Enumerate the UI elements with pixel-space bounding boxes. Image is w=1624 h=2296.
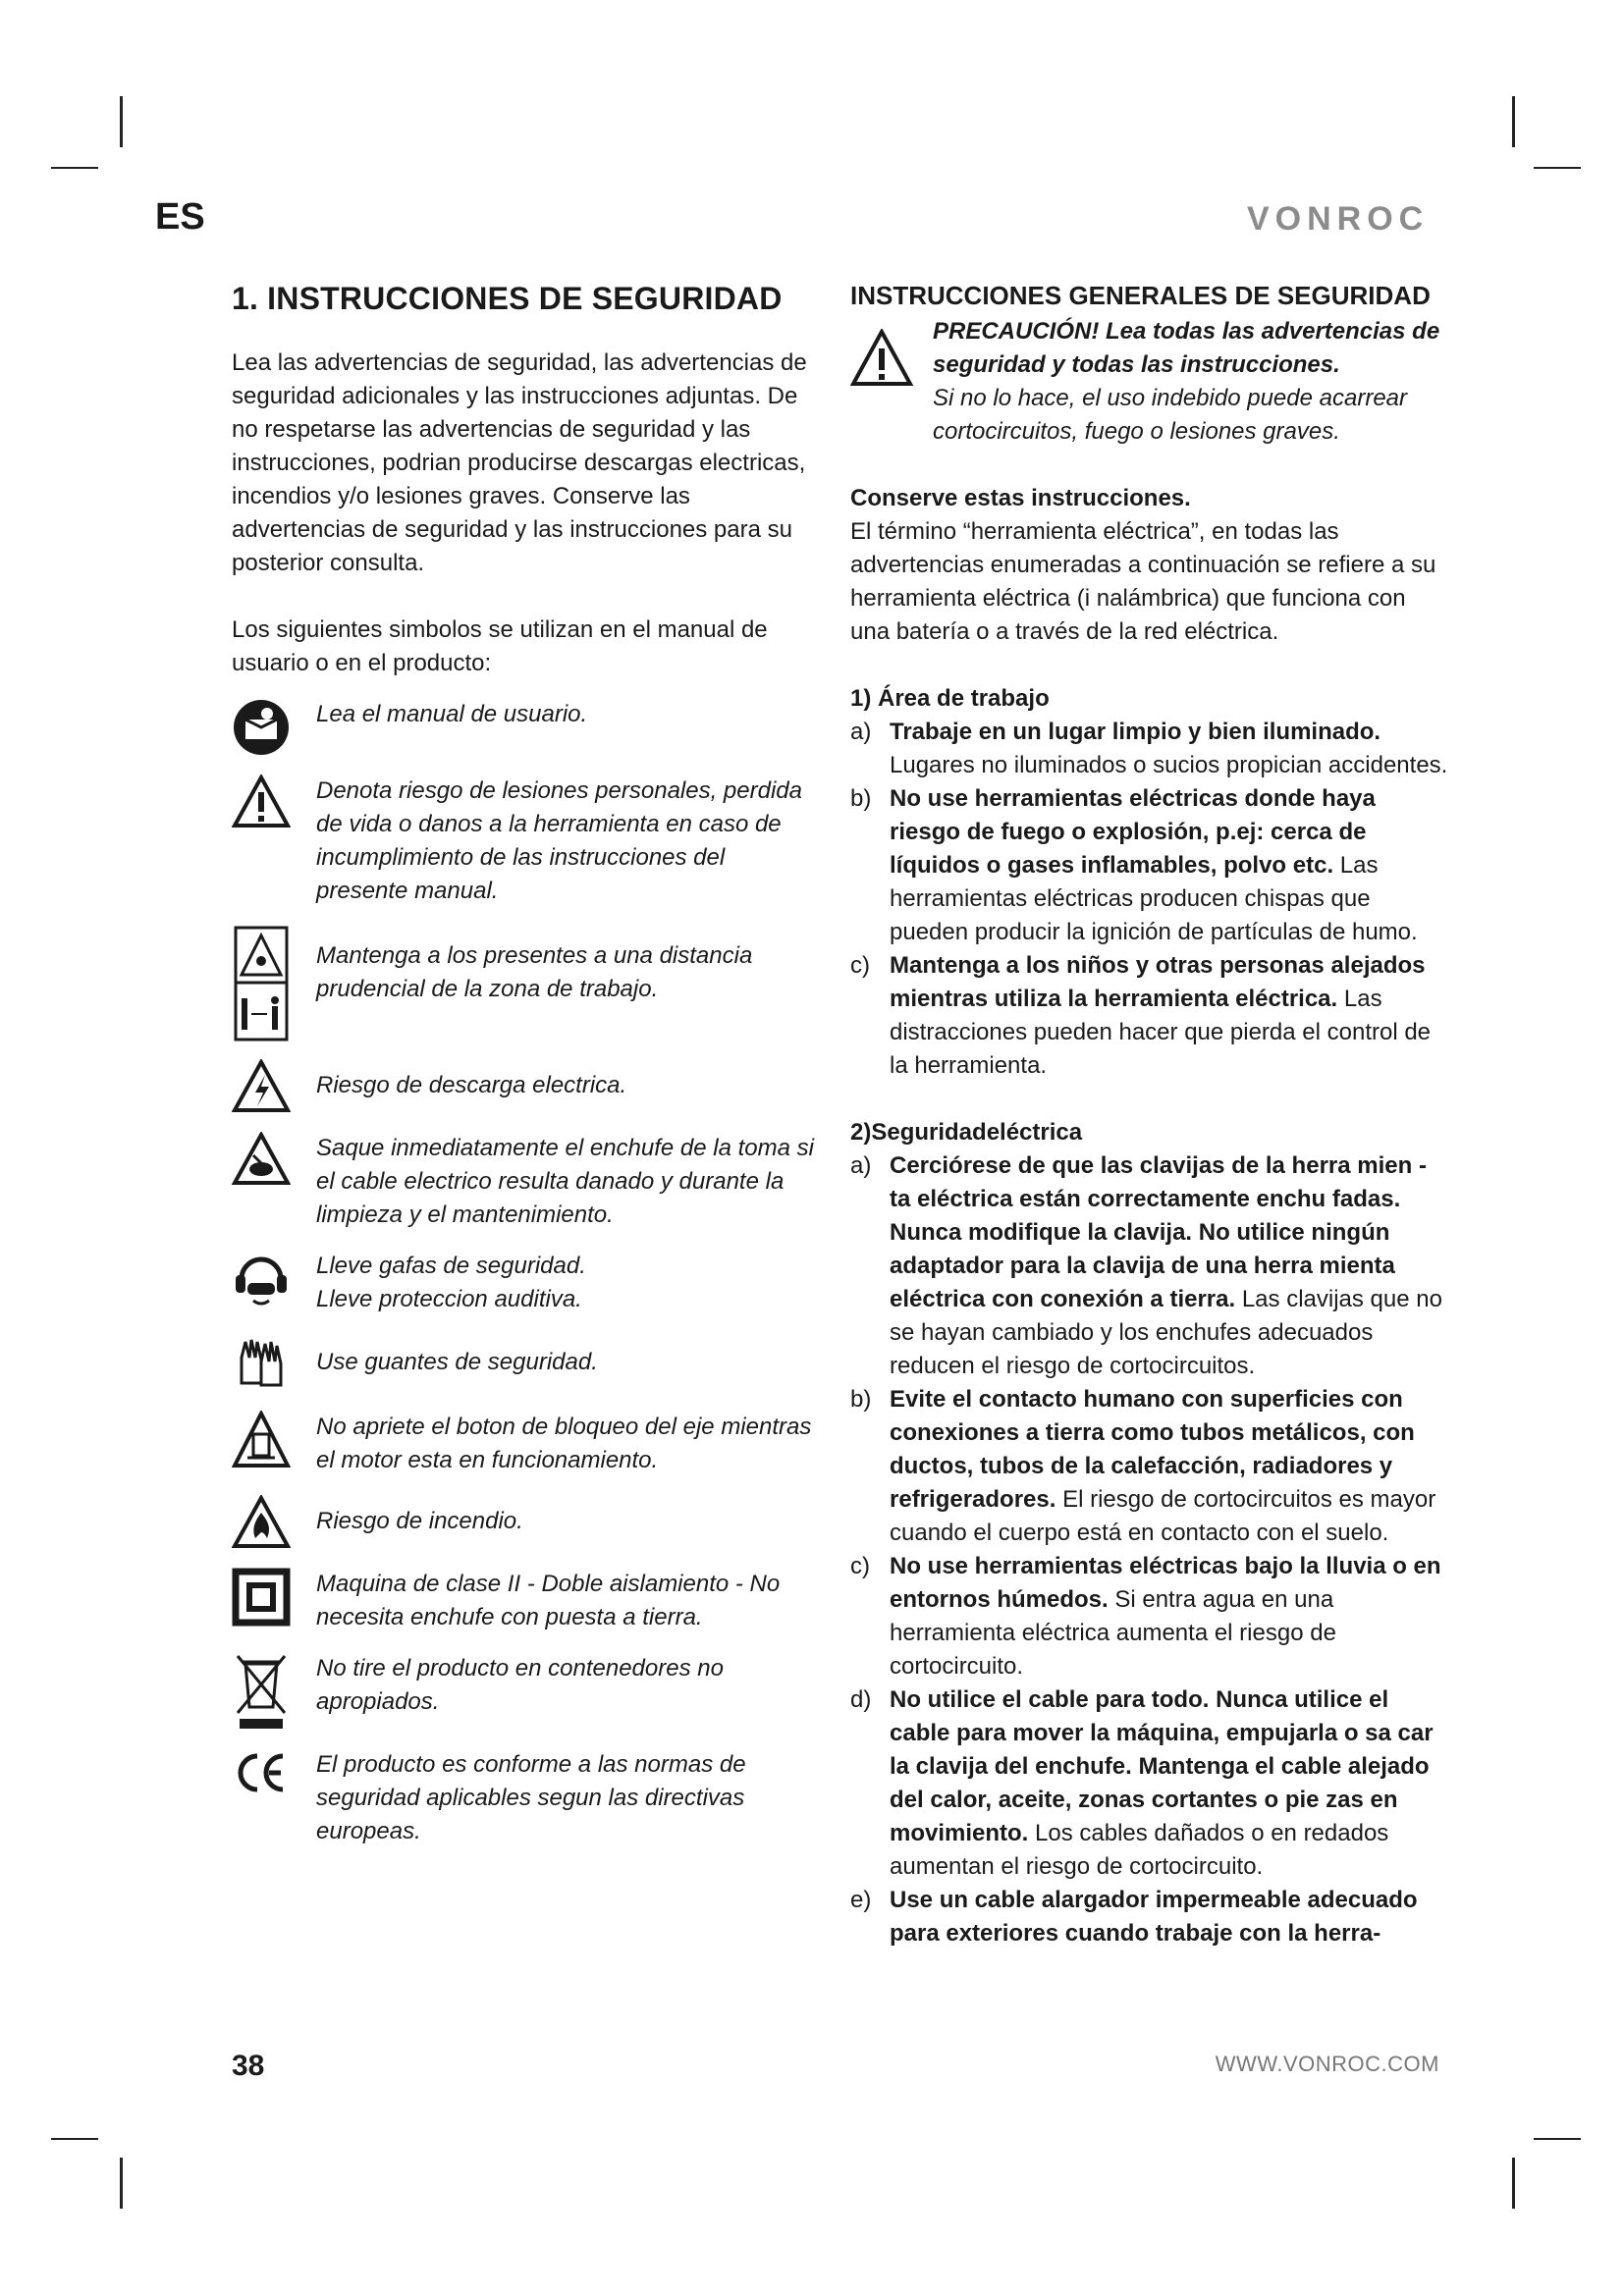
list-item-bold: Evite el contacto humano con superficies con conexiones a tierra como tubos metálicos, con ductos, tubos de la calefacción, radiadores y refrigeradores. xyxy=(890,1386,1415,1513)
list-item-body xyxy=(890,716,1449,782)
symbol-text: Denota riesgo de lesiones personales, perdida de vida o danos a la herramienta en caso de incumplimiento de las instrucciones del presente manual. xyxy=(316,777,802,904)
symbol-text: Use guantes de seguridad. xyxy=(316,1349,598,1375)
warning-triangle-icon xyxy=(232,774,291,829)
symbol-row xyxy=(232,774,821,908)
list-item-body xyxy=(890,1550,1449,1683)
ce-mark-icon xyxy=(232,1748,291,1797)
keep-distance-icon xyxy=(234,926,289,1041)
list-item-rest: Si entra agua en una herramienta eléctrica aumenta el riesgo de cortocircuito. xyxy=(890,1586,1336,1680)
symbol-row xyxy=(232,1334,821,1393)
electric-shock-icon xyxy=(232,1059,291,1114)
caution-text: Si no lo hace, el uso indebido puede acarrear cortocircuitos, fuego o lesiones graves. xyxy=(933,385,1407,445)
section-2-title: 2)Seguridadeléctrica xyxy=(850,1119,1083,1146)
right-column xyxy=(850,281,1449,1950)
list-item-letter: b) xyxy=(850,785,872,812)
crop-mark xyxy=(51,2138,98,2140)
crop-mark xyxy=(1512,2158,1515,2209)
list-item-body xyxy=(890,1683,1449,1884)
symbol-text: Maquina de clase II - Doble aislamiento - No necesita enchufe con puesta a tierra. xyxy=(316,1571,781,1630)
list-item-bold: No utilice el cable para todo. Nunca utilice el cable para mover la máquina, empujarla o sa car la clavija del enchufe. Mantenga el cable alejado del calor, aceite, zonas cortantes o pie zas en movimiento. xyxy=(890,1686,1434,1846)
list-item-bold: Use un cable alargador impermeable adecuado para exteriores cuando trabaje con la herra- xyxy=(890,1887,1418,1947)
crop-mark xyxy=(1512,96,1515,147)
list-item-rest: Las herramientas eléctricas producen chispas que pueden producir la ignición de partículas de humo. xyxy=(890,852,1418,945)
list-item-body xyxy=(890,1884,1449,1950)
list-item-bold: Trabaje en un lugar limpio y bien iluminado. xyxy=(890,719,1381,745)
vonroc-logo-icon xyxy=(1247,200,1439,236)
fire-warning-icon xyxy=(232,1495,291,1550)
symbol-text: No apriete el boton de bloqueo del eje mientras el motor esta en funcionamiento. xyxy=(316,1414,812,1473)
list-item-body xyxy=(890,1383,1449,1550)
symbol-row xyxy=(232,1411,821,1477)
symbol-text: Lea el manual de usuario. xyxy=(316,701,588,727)
symbol-text: Riesgo de incendio. xyxy=(316,1508,523,1534)
symbol-row xyxy=(232,1132,821,1232)
read-manual-icon xyxy=(232,698,291,757)
keep-instructions-text: El término “herramienta eléctrica”, en todas las advertencias enumeradas a continuación se refiere a su herramienta eléctrica (i nalámbrica) que funciona con una batería o a través de la red eléctrica. xyxy=(850,518,1436,645)
list-item-letter: c) xyxy=(850,1553,870,1579)
page-number: 38 xyxy=(232,2050,265,2082)
list-item-rest: El riesgo de cortocircuitos es mayor cuando el cuerpo está en contacto con el suelo. xyxy=(890,1486,1436,1546)
list-item-rest: Los cables dañados o en redados aumentan el riesgo de cortocircuito. xyxy=(890,1820,1389,1880)
list-item-rest: Lugares no iluminados o sucios propician accidentes. xyxy=(890,752,1448,778)
symbol-text: Mantenga a los presentes a una distancia prudencial de la zona de trabajo. xyxy=(316,942,753,1002)
caution-bold: PRECAUCIÓN! Lea todas las advertencias de seguridad y todas las instrucciones. xyxy=(933,318,1440,378)
symbol-row xyxy=(232,1250,821,1316)
footer-url: WWW.VONROC.COM xyxy=(1215,2052,1439,2076)
class-ii-icon xyxy=(232,1568,291,1627)
spindle-lock-warning-icon xyxy=(232,1411,291,1469)
list-item-letter: a) xyxy=(850,719,872,745)
symbol-text: Riesgo de descarga electrica. xyxy=(316,1072,627,1098)
goggles-earmuffs-icon xyxy=(232,1250,291,1308)
keep-instructions-title: Conserve estas instrucciones. xyxy=(850,485,1191,511)
list-item xyxy=(850,1383,1449,1550)
crop-mark xyxy=(1534,2138,1581,2140)
caution-block xyxy=(850,315,1449,449)
list-item-letter: d) xyxy=(850,1686,872,1713)
list-item xyxy=(850,1683,1449,1884)
symbol-row xyxy=(232,698,821,757)
section-1-title: 1) Área de trabajo xyxy=(850,685,1050,712)
list-item-letter: e) xyxy=(850,1887,872,1913)
crop-mark xyxy=(1534,167,1581,169)
left-column xyxy=(232,281,821,1866)
unplug-icon xyxy=(232,1132,291,1187)
crop-mark xyxy=(120,96,123,147)
symbol-row xyxy=(232,926,821,1041)
crop-mark xyxy=(51,167,98,169)
list-item-body xyxy=(890,949,1449,1083)
symbol-text: No tire el producto en contenedores no apropiados. xyxy=(316,1655,724,1715)
language-code: ES xyxy=(155,196,205,238)
section-2-list xyxy=(850,1149,1449,1950)
list-item-letter: b) xyxy=(850,1386,872,1413)
list-item-letter: a) xyxy=(850,1152,872,1179)
symbol-row xyxy=(232,1652,821,1731)
crop-mark xyxy=(120,2158,123,2209)
list-item-letter: c) xyxy=(850,952,870,979)
section-1-list xyxy=(850,716,1449,1083)
gloves-icon xyxy=(232,1334,291,1393)
section-title: INSTRUCCIONES GENERALES DE SEGURIDAD xyxy=(850,281,1431,310)
symbol-row xyxy=(232,1748,821,1848)
list-item xyxy=(850,1149,1449,1383)
list-item-bold: Cerciórese de que las clavijas de la herra mien - ta eléctrica están correctamente enchu fadas. Nunca modifique la clavija. No utilice ningún adaptador para la clavija de una herra mienta eléctrica con conexión a tierra. xyxy=(890,1152,1427,1312)
list-item-bold: No use herramientas eléctricas donde haya riesgo de fuego o explosión, p.ej: cerca de líquidos o gases inflamables, polvo etc. xyxy=(890,785,1376,879)
list-item xyxy=(850,949,1449,1083)
symbol-text: El producto es conforme a las normas de seguridad aplicables segun las directivas europeas. xyxy=(316,1751,746,1844)
symbol-row xyxy=(232,1495,821,1550)
brand-text: VONROC xyxy=(1247,200,1430,236)
warning-triangle-icon xyxy=(850,329,913,388)
list-item xyxy=(850,716,1449,782)
symbol-text: Saque inmediatamente el enchufe de la toma si el cable electrico resulta danado y durante la limpieza y el mantenimiento. xyxy=(316,1135,814,1228)
page-title: 1. INSTRUCCIONES DE SEGURIDAD xyxy=(232,281,783,316)
symbols-intro: Los siguientes simbolos se utilizan en el manual de usuario o en el producto: xyxy=(232,616,768,676)
symbol-text: Lleve gafas de seguridad. Lleve proteccion auditiva. xyxy=(316,1253,586,1312)
brand-logo xyxy=(1247,200,1439,240)
weee-bin-icon xyxy=(234,1652,289,1731)
list-item xyxy=(850,1550,1449,1683)
list-item xyxy=(850,782,1449,949)
symbol-row xyxy=(232,1568,821,1634)
list-item-bold: Mantenga a los niños y otras personas alejados mientras utiliza la herramienta eléctrica. xyxy=(890,952,1426,1012)
intro-text: Lea las advertencias de seguridad, las advertencias de seguridad adicionales y las instrucciones adjuntas. De no respetarse las advertencias de seguridad y las instrucciones, podrian producirse descargas electricas, incendios y/o lesiones graves. Conserve las advertencias de seguridad y las instrucciones para su posterior consulta. xyxy=(232,349,807,576)
list-item-rest: Las distracciones pueden hacer que pierda el control de la herramienta. xyxy=(890,986,1432,1079)
list-item-body xyxy=(890,1149,1449,1383)
list-item-rest: Las clavijas que no se hayan cambiado y los enchufes adecuados reducen el riesgo de cortocircuitos. xyxy=(890,1286,1442,1379)
list-item-bold: No use herramientas eléctricas bajo la lluvia o en entornos húmedos. xyxy=(890,1553,1441,1613)
list-item-body xyxy=(890,782,1449,949)
list-item xyxy=(850,1884,1449,1950)
symbol-row xyxy=(232,1059,821,1114)
